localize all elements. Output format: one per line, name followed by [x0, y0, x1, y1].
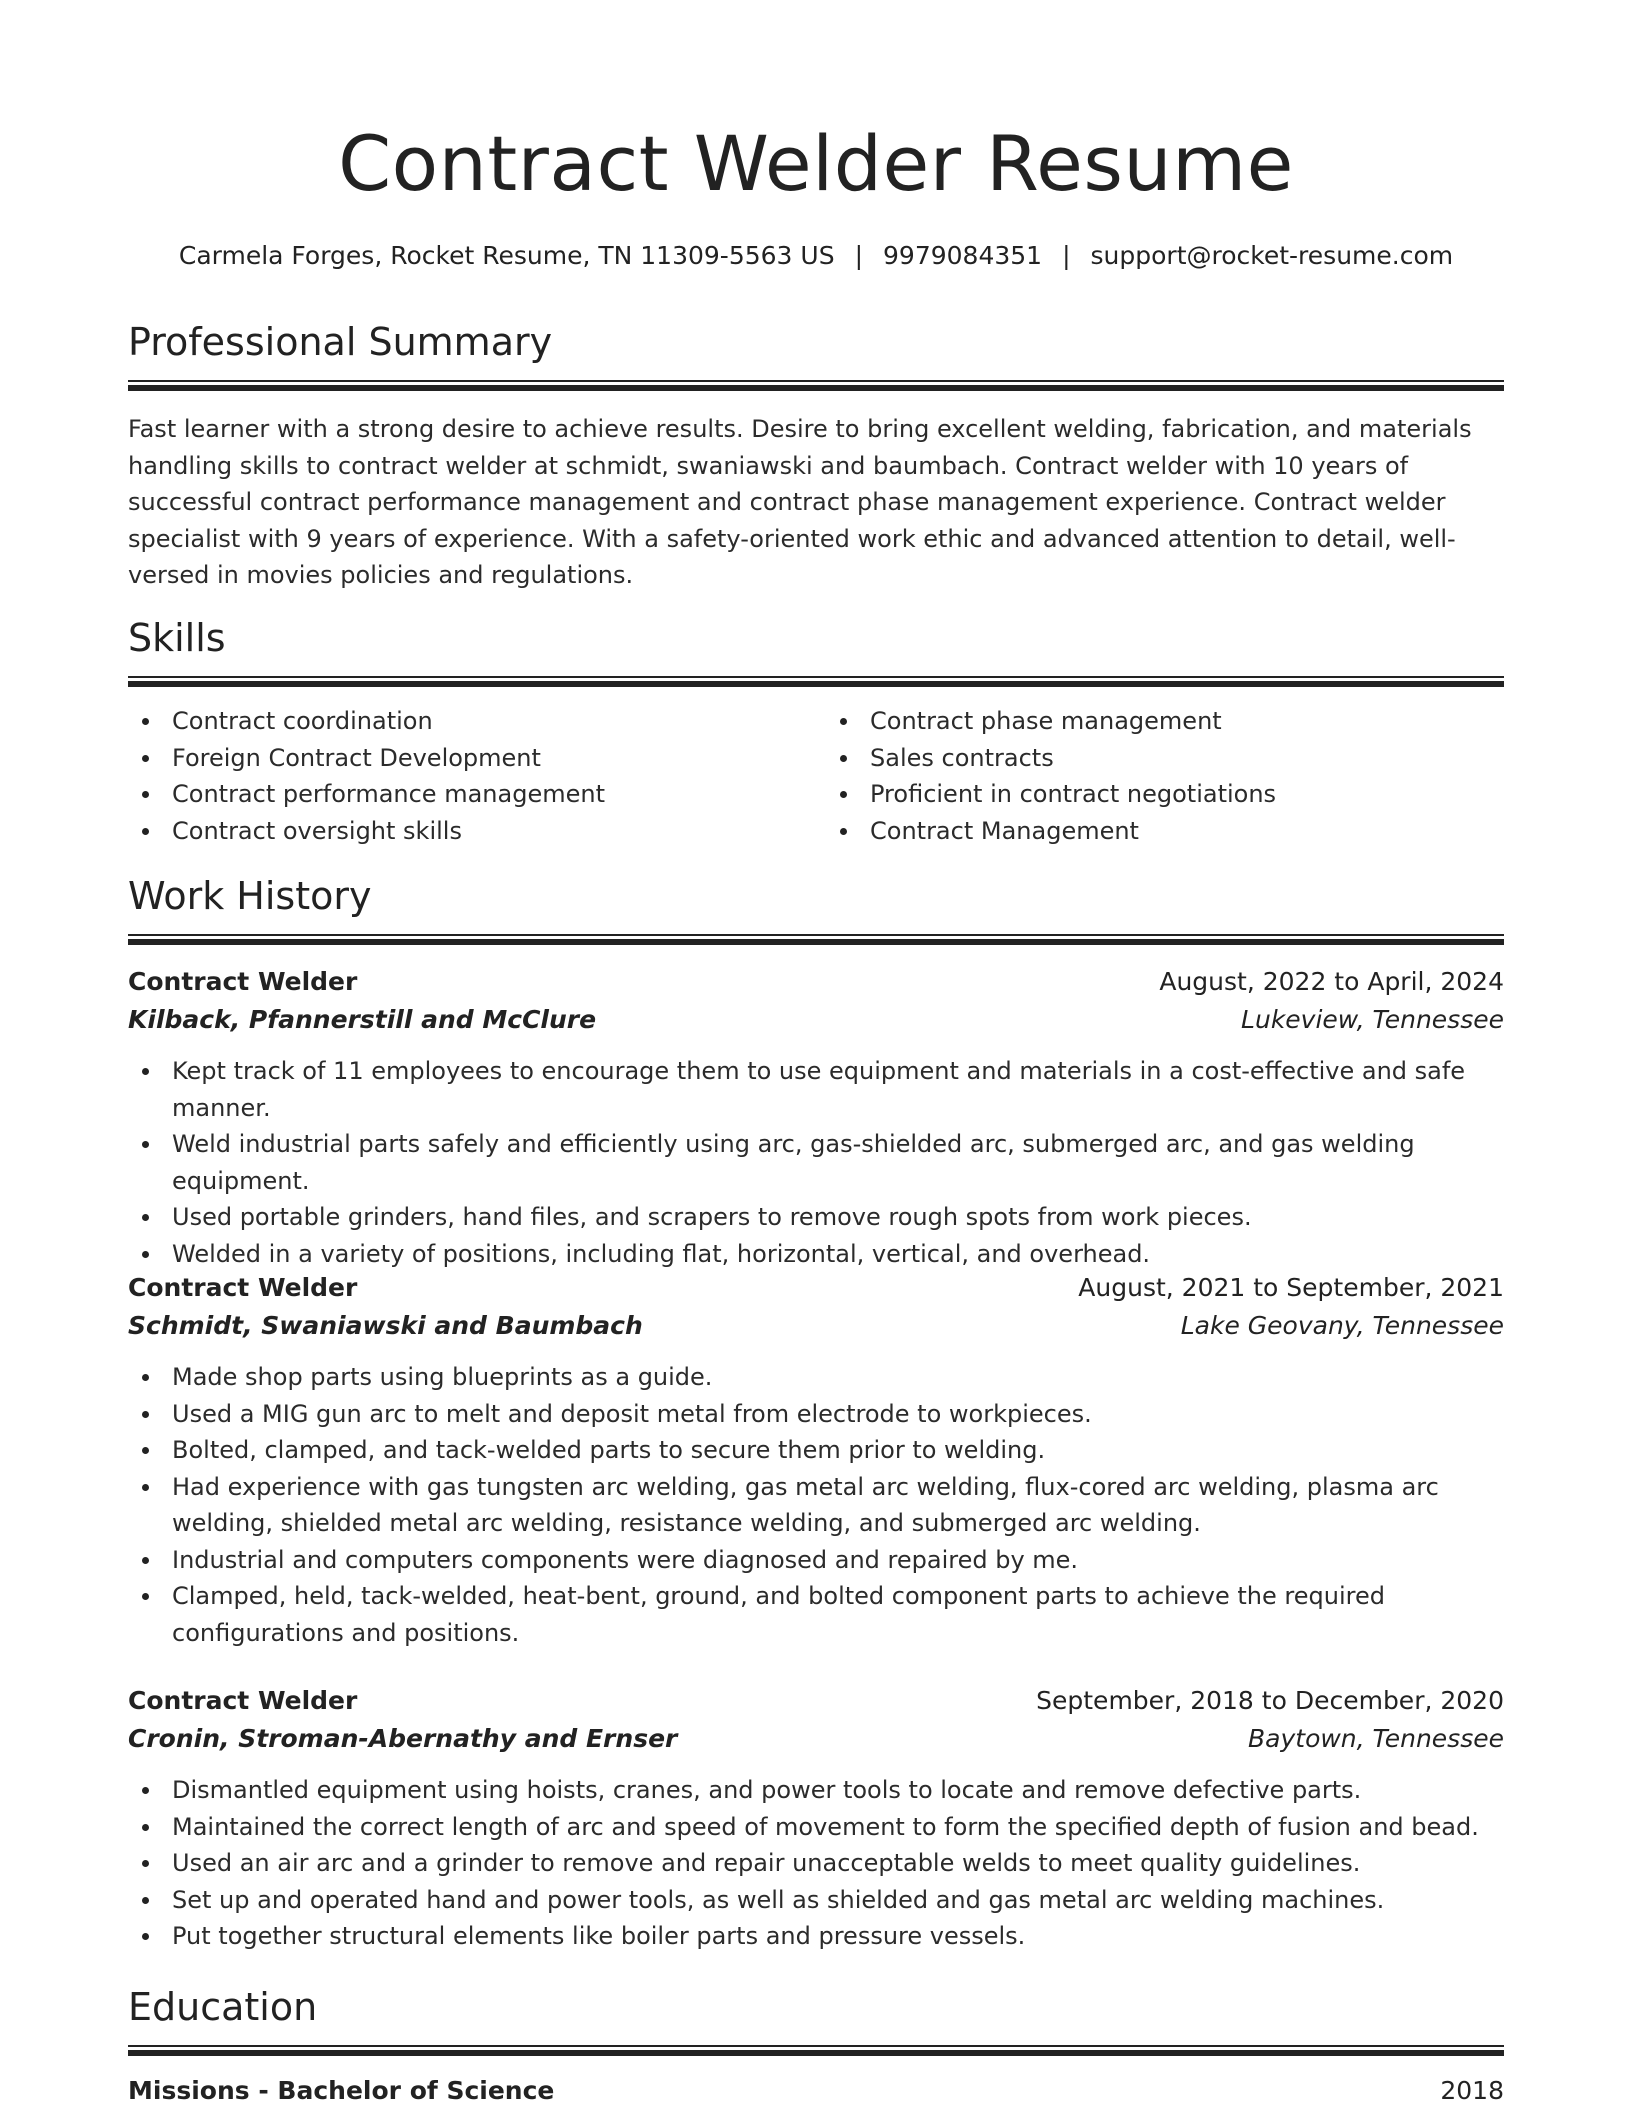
duty-item: Maintained the correct length of arc and speed of movement to form the specified depth of fusion and bead. [128, 1809, 1504, 1846]
work-history-section [128, 872, 1504, 945]
duty-item: Weld industrial parts safely and efficiently using arc, gas-shielded arc, submerged arc, and gas welding equipment. [128, 1126, 1504, 1199]
summary-heading: Professional Summary [128, 320, 553, 364]
job-dates: August, 2021 to September, 2021 [1078, 1273, 1504, 1302]
skill-item: Sales contracts [826, 740, 1504, 777]
duty-item: Industrial and computers components were diagnosed and repaired by me. [128, 1542, 1504, 1579]
job-location: Baytown, Tennessee [1248, 1724, 1504, 1753]
job-entry [128, 963, 1504, 1272]
section-divider [128, 2045, 1504, 2056]
job-dates: September, 2018 to December, 2020 [1036, 1686, 1504, 1715]
job-location: Lake Geovany, Tennessee [1180, 1311, 1504, 1340]
contact-separator: | [1062, 241, 1071, 270]
duty-item: Bolted, clamped, and tack-welded parts to secure them prior to welding. [128, 1432, 1504, 1469]
summary-section [128, 318, 1504, 594]
contact-email: support@rocket-resume.com [1090, 241, 1454, 270]
job-duties [128, 1772, 1504, 1955]
job-title: Contract Welder [128, 967, 358, 996]
education-section [128, 1983, 1504, 2110]
job-entry [128, 1682, 1504, 1955]
education-degree: Missions - Bachelor of Science [128, 2076, 555, 2105]
skill-item: Contract oversight skills [128, 813, 806, 850]
job-entry [128, 1269, 1504, 1651]
section-divider [128, 380, 1504, 391]
resume-title: Contract Welder Resume [338, 119, 1294, 208]
job-company: Kilback, Pfannerstill and McClure [128, 1005, 597, 1034]
skills-section [128, 614, 1504, 849]
summary-text: Fast learner with a strong desire to achieve results. Desire to bring excellent welding, fabrication, and materials handling skills to contract welder at schmidt, swaniawski and baumbach. Contract welder with 10 years of successful contract performance management and contract phase management experience. Contract welder specialist with 9 years of experience. With a safety-oriented work ethic and advanced attention to detail, well-versed in movies policies and regulations. [128, 415, 1472, 589]
job-company: Schmidt, Swaniawski and Baumbach [128, 1311, 643, 1340]
skills-grid [128, 703, 1504, 849]
duty-item: Kept track of 11 employees to encourage them to use equipment and materials in a cost-effective and safe manner. [128, 1053, 1504, 1126]
skill-item: Contract Management [826, 813, 1504, 850]
skills-heading: Skills [128, 616, 226, 660]
skills-column-right [826, 703, 1504, 849]
contact-address: Carmela Forges, Rocket Resume, TN 11309-5563 US [178, 241, 835, 270]
skill-item: Contract phase management [826, 703, 1504, 740]
skill-item: Foreign Contract Development [128, 740, 806, 777]
section-divider [128, 934, 1504, 945]
duty-item: Had experience with gas tungsten arc welding, gas metal arc welding, flux-cored arc welding, plasma arc welding, shielded metal arc welding, resistance welding, and submerged arc welding. [128, 1469, 1504, 1542]
duty-item: Used portable grinders, hand files, and scrapers to remove rough spots from work pieces. [128, 1199, 1504, 1236]
skill-item: Proficient in contract negotiations [826, 776, 1504, 813]
job-dates: August, 2022 to April, 2024 [1159, 967, 1504, 996]
job-title: Contract Welder [128, 1273, 358, 1302]
contact-phone: 9979084351 [883, 241, 1043, 270]
duty-item: Clamped, held, tack-welded, heat-bent, ground, and bolted component parts to achieve the required configurations and positions. [128, 1578, 1504, 1651]
skill-item: Contract performance management [128, 776, 806, 813]
duty-item: Used an air arc and a grinder to remove and repair unacceptable welds to meet quality guidelines. [128, 1845, 1504, 1882]
duty-item: Dismantled equipment using hoists, cranes, and power tools to locate and remove defective parts. [128, 1772, 1504, 1809]
skill-item: Contract coordination [128, 703, 806, 740]
duty-item: Used a MIG gun arc to melt and deposit metal from electrode to workpieces. [128, 1396, 1504, 1433]
duty-item: Made shop parts using blueprints as a guide. [128, 1359, 1504, 1396]
work-history-heading: Work History [128, 874, 372, 918]
job-duties [128, 1053, 1504, 1272]
skills-column-left [128, 703, 806, 849]
education-heading: Education [128, 1985, 318, 2029]
duty-item: Welded in a variety of positions, including flat, horizontal, vertical, and overhead. [128, 1236, 1504, 1273]
job-location: Lukeview, Tennessee [1241, 1005, 1504, 1034]
job-company: Cronin, Stroman-Abernathy and Ernser [128, 1724, 678, 1753]
education-year: 2018 [1440, 2076, 1504, 2105]
job-duties [128, 1359, 1504, 1651]
duty-item: Put together structural elements like boiler parts and pressure vessels. [128, 1918, 1504, 1955]
job-title: Contract Welder [128, 1686, 358, 1715]
contact-line [128, 238, 1504, 274]
section-divider [128, 676, 1504, 687]
contact-separator: | [854, 241, 864, 270]
duty-item: Set up and operated hand and power tools, as well as shielded and gas metal arc welding machines. [128, 1882, 1504, 1919]
